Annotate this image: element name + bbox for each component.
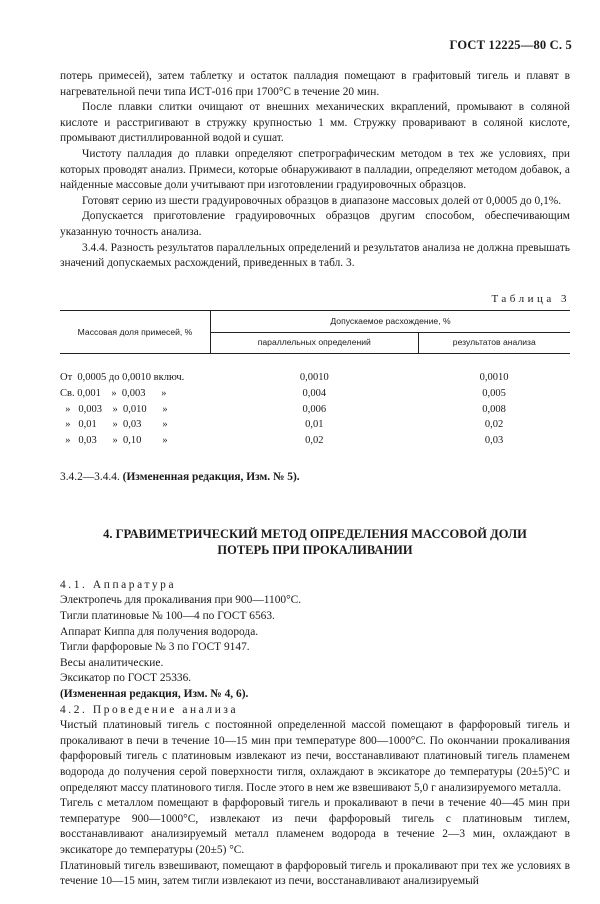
section-title-line: 4. ГРАВИМЕТРИЧЕСКИЙ МЕТОД ОПРЕДЕЛЕНИЯ МАССОВОЙ ДОЛИ [103,526,527,541]
table-header-group: Допускаемое расхождение, % [211,311,571,333]
equipment-item: Тигли платиновые № 100—4 по ГОСТ 6563. [60,610,275,623]
paragraph: Чистоту палладия до плавки определяют спетрографическим методом в тех же условиях, при которых проводят анализ. Примеси, которые обнаруживают в палладии, определяют методом добавок, а найденные массовые доли учитывают при изготовлении градуировочных образцов. [60,147,570,192]
amendment-text: (Измененная редакция, Изм. № 5). [122,471,300,484]
section-title-line: ПОТЕРЬ ПРИ ПРОКАЛИВАНИИ [217,542,413,557]
section-title [60,526,570,558]
equipment-item: Тигли фарфоровые № 3 по ГОСТ 9147. [60,641,250,654]
equipment-item: Аппарат Киппа для получения водорода. [60,625,259,638]
paragraph: 3.4.4. Разность результатов параллельных определений и результатов анализа не должна превышать значений допускаемых расхождений, приведенных в табл. 3. [60,241,570,270]
table-cell-result: 0,0010 [479,372,509,384]
amendment-prefix: 3.4.2—3.4.4. [60,471,123,484]
table-cell-result: 0,02 [484,419,504,431]
amendment-note [60,470,570,486]
equipment-item: Весы аналитические. [60,656,164,669]
table-cell-parallel: 0,0010 [299,372,329,384]
table-row [60,433,570,449]
table-cell-parallel: 0,01 [305,419,324,431]
table-row [60,402,570,418]
equipment-list [60,578,570,718]
equipment-item: Эксикатор по ГОСТ 25336. [60,672,192,685]
table-cell-result: 0,008 [482,403,506,415]
table-cell-range: » 0,01 » 0,03 » [60,419,168,431]
table-header-result: результатов анализа [418,332,570,354]
table-caption: Таблица 3 [491,292,570,305]
paragraph: Чистый платиновый тигель с постоянной определенной массой помещают в фарфоровый тигель и прокаливают в печи в течение 10—15 мин при температуре 800—1000°С. По окончании прокаливания фарфоровый тигель с платиновым извлекают из печи, восстанавливают платиновый тигель пламенем водорода до получения серой поверхности тигля, охлаждают в эксикаторе до температуры (20±5)°С и определяют массу платинового тигля. После этого в нем же взвешивают 5,0 г анализируемого металла. [60,719,570,794]
table-cell-result: 0,03 [484,434,504,446]
table-cell-range: Св. 0,001 » 0,003 » [60,387,167,399]
table-header-mass-fraction: Массовая доля примесей, % [60,311,211,354]
table-cell-range: От 0,0005 до 0,0010 включ. [60,372,185,384]
table-cell-result: 0,005 [482,387,506,399]
subsection-heading: 4.1. Аппаратура [60,578,177,591]
paragraph: После плавки слитки очищают от внешних механических вкраплений, промывают в соляной кислоте и расстригивают в стружку крупностью 1 мм. Стружку проваривают в соляной кислоте, промывают дистиллированной водой и сушат. [60,101,570,145]
table-row [60,386,570,402]
table-cell-parallel: 0,02 [305,434,324,446]
table-header-parallel: параллельных определений [211,332,419,354]
table-cell-range: » 0,003 » 0,010 » [60,403,168,415]
paragraph: потерь примесей), затем таблетку и остаток палладия помещают в графитовый тигель и плавят в нагревательной печи типа ИСТ-016 при 1700°С в течение 20 мин. [60,70,570,98]
table-cell-parallel: 0,006 [302,403,327,415]
table-cell-parallel: 0,004 [302,387,327,399]
paragraph: Готовят серию из шести градуировочных образцов в диапазоне массовых долей от 0,0005 до 0,1%. [82,194,562,207]
table-row [60,354,570,386]
paragraph: Допускается приготовление градуировочных образцов другим способом, обеспечивающим указанную точность анализа. [60,210,570,238]
table-3 [60,310,570,448]
table-cell-range: » 0,03 » 0,10 » [60,434,168,446]
paragraph: Тигель с металлом помещают в фарфоровый тигель и прокаливают в печи в течение 40—45 мин при температуре 900—1000°С, извлекают из печи фарфоровый тигель с платиновым тиглем, восстанавливают анализируемый металл пламенем водорода в течение 2—3 мин, охлаждают в эксикаторе до температуры (20±5) °С. [60,797,570,856]
table-row [60,417,570,433]
subsection-heading: 4.2. Проведение анализа [60,703,239,716]
page-content [60,69,570,890]
amendment-note: (Измененная редакция, Изм. № 4, 6). [60,688,249,701]
paragraph: Платиновый тигель взвешивают, помещают в фарфоровый тигель и прокаливают при тех же условиях в течение 10—15 мин, затем тигли извлекают из печи, восстанавливают анализируемый [60,859,570,888]
page-header: ГОСТ 12225—80 С. 5 [449,38,572,52]
equipment-item: Электропечь для прокаливания при 900—1100°С. [60,594,302,607]
